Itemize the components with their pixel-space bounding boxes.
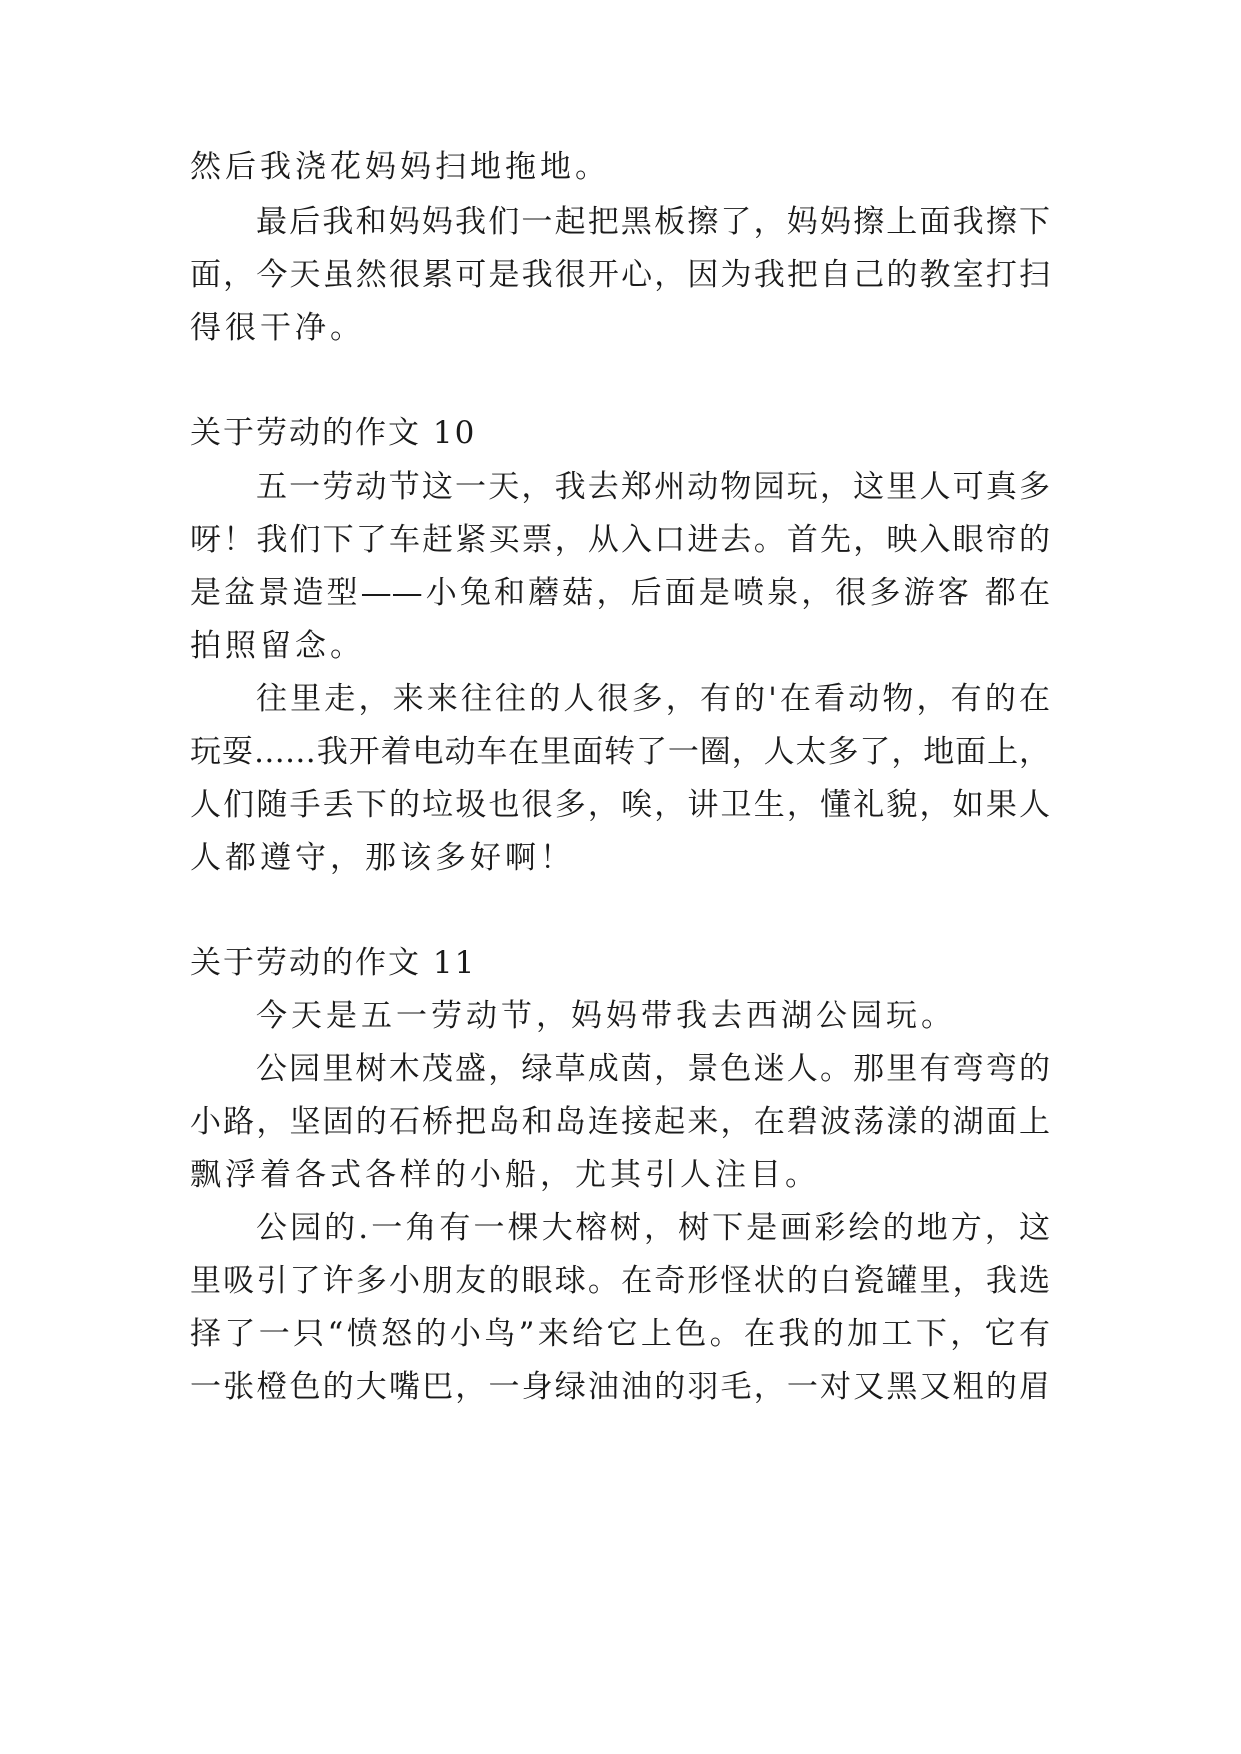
paragraph-line: 往里走，来来往往的人很多，有的'在看动物，有的在 xyxy=(256,681,1050,717)
paragraph-line: 里吸引了许多小朋友的眼球。在奇形怪状的白瓷罐里，我选 xyxy=(190,1263,1050,1299)
paragraph-line: 飘浮着各式各样的小船，尤其引人注目。 xyxy=(190,1157,820,1193)
paragraph-line: 公园里树木茂盛，绿草成茵，景色迷人。那里有弯弯的 xyxy=(256,1051,1050,1087)
paragraph-line: 玩耍……我开着电动车在里面转了一圈，人太多了，地面上， xyxy=(190,734,1050,770)
paragraph-line: 最后我和妈妈我们一起把黑板擦了，妈妈擦上面我擦下 xyxy=(256,204,1050,240)
paragraph-line: 得很干净。 xyxy=(190,310,365,346)
section-heading: 关于劳动的作文 11 xyxy=(190,945,477,981)
paragraph-line: 然后我浇花妈妈扫地拖地。 xyxy=(190,149,610,185)
section-heading: 关于劳动的作文 10 xyxy=(190,415,477,451)
paragraph-line: 五一劳动节这一天，我去郑州动物园玩，这里人可真多 xyxy=(256,469,1050,505)
paragraph-line: 拍照留念。 xyxy=(190,628,365,664)
paragraph-line: 小路，坚固的石桥把岛和岛连接起来，在碧波荡漾的湖面上 xyxy=(190,1104,1050,1140)
paragraph-line: 公园的.一角有一棵大榕树，树下是画彩绘的地方，这 xyxy=(256,1210,1050,1246)
paragraph-line: 人们随手丢下的垃圾也很多，唉，讲卫生，懂礼貌，如果人 xyxy=(190,787,1050,823)
paragraph-line: 呀！我们下了车赶紧买票，从入口进去。首先，映入眼帘的 xyxy=(190,522,1050,558)
paragraph-line: 面，今天虽然很累可是我很开心，因为我把自己的教室打扫 xyxy=(190,257,1050,293)
paragraph-line: 一张橙色的大嘴巴，一身绿油油的羽毛，一对又黑又粗的眉 xyxy=(190,1369,1050,1405)
paragraph-line: 人都遵守，那该多好啊！ xyxy=(190,840,575,876)
paragraph-line: 是盆景造型——小兔和蘑菇，后面是喷泉，很多游客 都在 xyxy=(190,575,1050,611)
paragraph-line: 今天是五一劳动节，妈妈带我去西湖公园玩。 xyxy=(256,998,956,1034)
paragraph-line: 择了一只“愤怒的小鸟”来给它上色。在我的加工下，它有 xyxy=(190,1316,1050,1352)
